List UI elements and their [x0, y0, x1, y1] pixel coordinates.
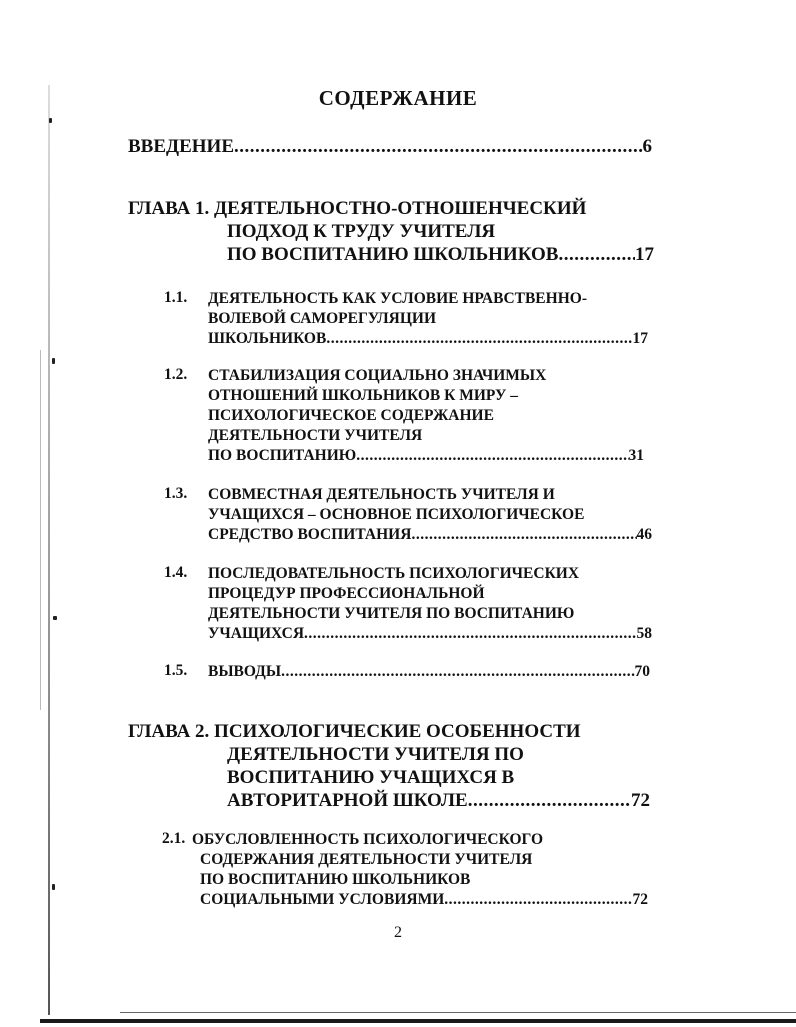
chapter-heading-line: ВОСПИТАНИЮ УЧАЩИХСЯ В — [227, 767, 515, 788]
scan-speck — [49, 118, 52, 123]
leader-dots — [356, 446, 628, 466]
chapter-heading-text: ПО ВОСПИТАНИЮ ШКОЛЬНИКОВ — [227, 244, 559, 265]
section-line-last — [208, 446, 644, 466]
section-line: СОВМЕСТНАЯ ДЕЯТЕЛЬНОСТЬ УЧИТЕЛЯ И — [208, 486, 555, 503]
leader-dots — [411, 525, 636, 545]
toc-page-number: 31 — [628, 447, 644, 464]
toc-page-number: 72 — [631, 790, 650, 811]
section-line-last — [208, 624, 652, 644]
leader-dots — [234, 135, 643, 158]
section-number: 1.3. — [164, 485, 188, 502]
leader-dots — [304, 624, 636, 644]
chapter-heading-text: АВТОРИТАРНОЙ ШКОЛЕ — [227, 790, 468, 811]
section-text: СОЦИАЛЬНЫМИ УСЛОВИЯМИ — [200, 891, 445, 908]
section-line-last — [208, 525, 652, 545]
section-number: 1.5. — [164, 662, 188, 679]
section-line: ПСИХОЛОГИЧЕСКОЕ СОДЕРЖАНИЕ — [208, 407, 494, 424]
toc-section-1-1[interactable] — [208, 289, 648, 349]
section-line: ОТНОШЕНИЙ ШКОЛЬНИКОВ К МИРУ – — [208, 387, 518, 404]
leader-dots — [558, 243, 635, 266]
toc-page-number: 17 — [632, 330, 648, 347]
section-line: ДЕЯТЕЛЬНОСТЬ КАК УСЛОВИЕ НРАВСТВЕННО- — [208, 290, 587, 307]
toc-page-number: 6 — [642, 136, 652, 157]
toc-section-1-4[interactable] — [208, 564, 652, 644]
chapter-heading-line: ГЛАВА 1. ДЕЯТЕЛЬНОСТНО-ОТНОШЕНЧЕСКИЙ — [128, 198, 587, 219]
chapter-heading-line: ПОДХОД К ТРУДУ УЧИТЕЛЯ — [227, 221, 496, 242]
section-line: ДЕЯТЕЛЬНОСТИ УЧИТЕЛЯ — [208, 427, 423, 444]
toc-section-2-1[interactable] — [192, 830, 648, 910]
toc-section-1-3[interactable] — [208, 485, 652, 545]
section-line: УЧАЩИХСЯ – ОСНОВНОЕ ПСИХОЛОГИЧЕСКОЕ — [208, 506, 585, 523]
scan-speck — [52, 884, 55, 890]
section-text: СРЕДСТВО ВОСПИТАНИЯ — [208, 526, 412, 543]
section-line: ДЕЯТЕЛЬНОСТИ УЧИТЕЛЯ ПО ВОСПИТАНИЮ — [208, 605, 575, 622]
chapter-heading-line-last — [128, 789, 650, 812]
section-number: 1.1. — [164, 289, 188, 306]
toc-entry-line — [128, 135, 652, 158]
toc-section-1-2[interactable] — [208, 366, 644, 466]
toc-page-number: 72 — [632, 891, 648, 908]
leader-dots — [444, 890, 632, 910]
chapter-heading-line: ГЛАВА 2. ПСИХОЛОГИЧЕСКИЕ ОСОБЕННОСТИ — [128, 721, 581, 742]
toc-chapter-2[interactable] — [128, 720, 650, 812]
section-text: ВЫВОДЫ — [208, 663, 282, 680]
section-line: ВОЛЕВОЙ САМОРЕГУЛЯЦИИ — [208, 310, 437, 327]
toc-title: СОДЕРЖАНИЕ — [318, 86, 478, 110]
section-text: ПО ВОСПИТАНИЮ — [208, 447, 357, 464]
scan-bottom-edge — [40, 1019, 796, 1023]
section-line: СОДЕРЖАНИЯ ДЕЯТЕЛЬНОСТИ УЧИТЕЛЯ — [200, 851, 533, 868]
section-line: ПРОЦЕДУР ПРОФЕССИОНАЛЬНОЙ — [208, 585, 485, 602]
scan-speck — [53, 616, 57, 620]
section-number: 2.1. — [162, 830, 186, 847]
section-text: УЧАЩИХСЯ — [208, 625, 305, 642]
scan-bottom-line-thin — [120, 1012, 796, 1013]
section-line: ПО ВОСПИТАНИЮ ШКОЛЬНИКОВ — [200, 871, 471, 888]
section-line-last — [208, 329, 648, 349]
section-line: СТАБИЛИЗАЦИЯ СОЦИАЛЬНО ЗНАЧИМЫХ — [208, 367, 547, 384]
section-line: ПОСЛЕДОВАТЕЛЬНОСТЬ ПСИХОЛОГИЧЕСКИХ — [208, 565, 580, 582]
toc-chapter-1[interactable] — [128, 197, 654, 266]
toc-section-1-5[interactable] — [208, 662, 650, 682]
toc-page-number: 17 — [635, 244, 654, 265]
section-text: ШКОЛЬНИКОВ — [208, 330, 327, 347]
scan-left-edge-faint — [40, 350, 41, 710]
section-line: ОБУСЛОВЛЕННОСТЬ ПСИХОЛОГИЧЕСКОГО — [192, 831, 544, 848]
toc-page-number: 58 — [636, 625, 652, 642]
toc-entry-label: ВВЕДЕНИЕ — [128, 136, 234, 157]
scan-left-edge — [48, 85, 50, 1015]
toc-page-number: 46 — [636, 526, 652, 543]
leader-dots — [326, 329, 632, 349]
section-number: 1.2. — [164, 366, 188, 383]
leader-dots — [281, 662, 634, 682]
section-line-last — [192, 890, 648, 910]
chapter-heading-line-last — [128, 243, 654, 266]
chapter-heading-line: ДЕЯТЕЛЬНОСТИ УЧИТЕЛЯ ПО — [227, 744, 524, 765]
section-line-last — [208, 662, 650, 682]
toc-page-number: 70 — [634, 663, 650, 680]
leader-dots — [468, 789, 631, 812]
toc-entry-intro[interactable] — [128, 135, 652, 158]
page-number: 2 — [394, 924, 402, 941]
section-number: 1.4. — [164, 564, 188, 581]
scan-speck — [52, 358, 55, 364]
